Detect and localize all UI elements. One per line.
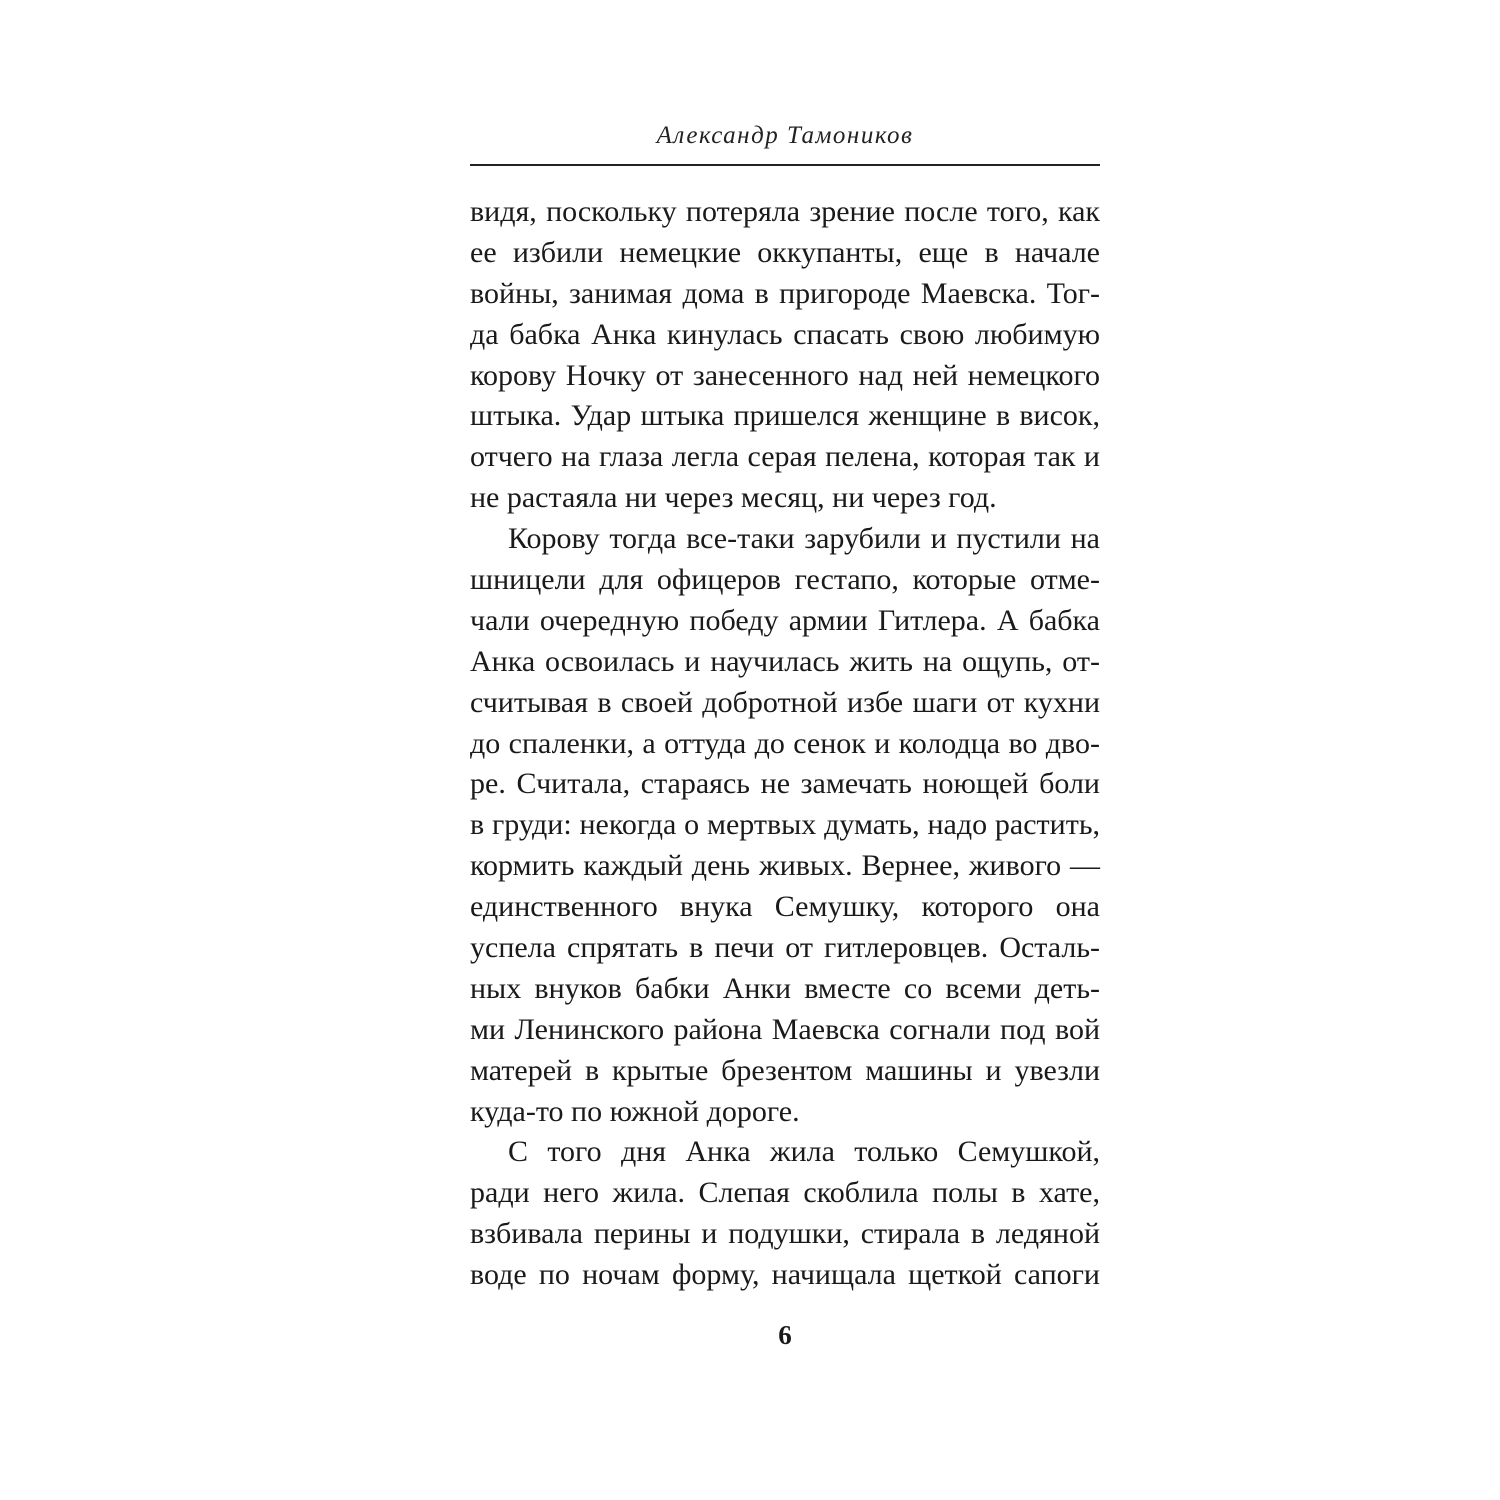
text-line: ми Ленинского района Маевска согнали под вой xyxy=(470,1012,1100,1046)
text-line: ре. Считала, стараясь не замечать ноющей боли xyxy=(470,767,1100,801)
text-line: матерей в крытые брезентом машины и увезли xyxy=(470,1053,1100,1087)
text-line: С того дня Анка жила только Семушкой, xyxy=(508,1135,1100,1169)
header-rule xyxy=(470,164,1100,166)
text-line: ных внуков бабки Анки вместе со всеми деть- xyxy=(470,971,1100,1005)
text-line: отчего на глаза легла серая пелена, которая так и xyxy=(470,440,1100,474)
text-line: чали очередную победу армии Гитлера. А бабка xyxy=(470,603,1100,637)
text-line: успела спрятать в печи от гитлеровцев. Осталь- xyxy=(470,931,1100,965)
text-line: единственного внука Семушку, которого она xyxy=(470,890,1100,924)
text-line: не растаяла ни через месяц, ни через год. xyxy=(470,481,997,515)
text-line: воде по ночам форму, начищала щеткой сапоги xyxy=(470,1258,1100,1292)
text-line: в груди: некогда о мертвых думать, надо растить, xyxy=(470,808,1100,842)
text-line: Корову тогда все-таки зарубили и пустили на xyxy=(508,522,1100,556)
running-head-author: Александр Тамоников xyxy=(656,122,914,149)
text-line: куда-то по южной дороге. xyxy=(470,1094,800,1128)
text-line: войны, занимая дома в пригороде Маевска. Тог- xyxy=(470,276,1100,310)
text-line: ее избили немецкие оккупанты, еще в начале xyxy=(470,235,1100,269)
text-line: взбивала перины и подушки, стирала в ледяной xyxy=(470,1217,1100,1251)
text-line: да бабка Анка кинулась спасать свою любимую xyxy=(470,317,1100,351)
body-text xyxy=(470,192,1100,1296)
text-line: считывая в своей добротной избе шаги от кухни xyxy=(470,685,1100,719)
text-line: Анка освоилась и научилась жить на ощупь, от- xyxy=(470,644,1100,678)
text-line: кормить каждый день живых. Вернее, живого — xyxy=(470,849,1100,883)
text-line: видя, поскольку потеряла зрение после того, как xyxy=(470,195,1100,228)
text-line: шницели для офицеров гестапо, которые отме- xyxy=(470,563,1100,597)
text-line: до спаленки, а оттуда до сенок и колодца во дво- xyxy=(470,726,1100,760)
page-number: 6 xyxy=(778,1320,792,1350)
text-line: ради него жила. Слепая скоблила полы в хате, xyxy=(470,1176,1100,1210)
text-line: штыка. Удар штыка пришелся женщине в висок, xyxy=(470,399,1100,433)
text-line: корову Ночку от занесенного над ней немецкого xyxy=(470,358,1100,392)
